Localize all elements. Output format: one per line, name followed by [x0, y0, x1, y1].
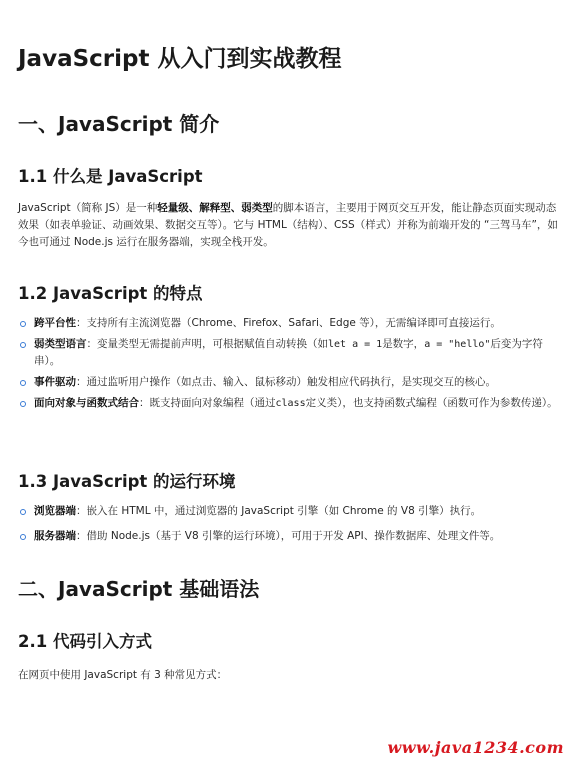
list-item-text: ：嵌入在 HTML 中，通过浏览器的 JavaScript 引擎（如 Chrome 的 V8 引擎）执行。 [76, 505, 482, 517]
subsection-heading-what-is-js: 1.1 什么是 JavaScript [18, 167, 203, 186]
inline-code: let a = 1 [328, 339, 383, 350]
bullet-icon [20, 342, 26, 348]
subsection-heading-import-methods: 2.1 代码引入方式 [18, 632, 152, 651]
list-item-text: 后变为字符串）。 [34, 338, 543, 367]
subsection-heading-features: 1.2 JavaScript 的特点 [18, 284, 203, 303]
paragraph-what-is-js [18, 200, 566, 251]
list-item-text: ：借助 Node.js（基于 V8 引擎的运行环境），可用于开发 API、操作数据库、处理文件等。 [76, 530, 501, 542]
document-title: JavaScript 从入门到实战教程 [18, 46, 342, 72]
runtime-list [18, 503, 566, 545]
section-heading-basic-syntax: 二、JavaScript 基础语法 [18, 577, 260, 601]
list-item-bold: 弱类型语言 [34, 338, 87, 350]
list-item-text: ：既支持面向对象编程（通过 [139, 397, 276, 409]
subsection-heading-runtime: 1.3 JavaScript 的运行环境 [18, 472, 236, 491]
paragraph-text: 的脚本语言，主要用于网页交互开发，能让静态页面实现动态效果（如表单验证、动画效果、数据交互等）。它与 HTML（结构）、CSS（样式）并称为前端开发的 “三驾马车”，如今也可通过 Node.js 运行在服务器端，实现全栈开发。 [18, 202, 558, 248]
paragraph-text: JavaScript（简称 JS）是一种 [18, 202, 158, 214]
paragraph-bold-text: 轻量级、解释型、弱类型 [157, 202, 273, 214]
list-item-bold: 跨平台性 [34, 317, 76, 329]
section-heading-intro: 一、JavaScript 简介 [18, 112, 220, 136]
list-item [18, 336, 566, 370]
list-item-bold: 事件驱动 [34, 376, 76, 388]
list-item [18, 528, 566, 545]
inline-code: class [275, 398, 306, 409]
paragraph-import-methods: 在网页中使用 JavaScript 有 3 种常见方式： [18, 669, 228, 681]
bullet-icon [20, 321, 26, 327]
bullet-icon [20, 380, 26, 386]
list-item [18, 395, 566, 412]
list-item-text: ：支持所有主流浏览器（Chrome、Firefox、Safari、Edge 等），无需编译即可直接运行。 [76, 317, 501, 329]
features-list [18, 315, 566, 412]
list-item-text: ：通过监听用户操作（如点击、输入、鼠标移动）触发相应代码执行，是实现交互的核心。 [76, 376, 496, 388]
bullet-icon [20, 534, 26, 540]
watermark: www.java1234.com [387, 738, 564, 757]
list-item [18, 503, 566, 520]
list-item-text: ：变量类型无需提前声明，可根据赋值自动转换（如 [86, 338, 328, 350]
bullet-icon [20, 401, 26, 407]
list-item [18, 374, 566, 391]
list-item-bold: 面向对象与函数式结合 [34, 397, 139, 409]
list-item [18, 315, 566, 332]
bullet-icon [20, 509, 26, 515]
list-item-bold: 浏览器端 [34, 505, 76, 517]
list-item-text: 定义类），也支持函数式编程（函数可作为参数传递）。 [305, 397, 558, 409]
list-item-bold: 服务器端 [34, 530, 76, 542]
inline-code: a = "hello" [424, 339, 491, 350]
list-item-text: 是数字， [382, 338, 425, 350]
